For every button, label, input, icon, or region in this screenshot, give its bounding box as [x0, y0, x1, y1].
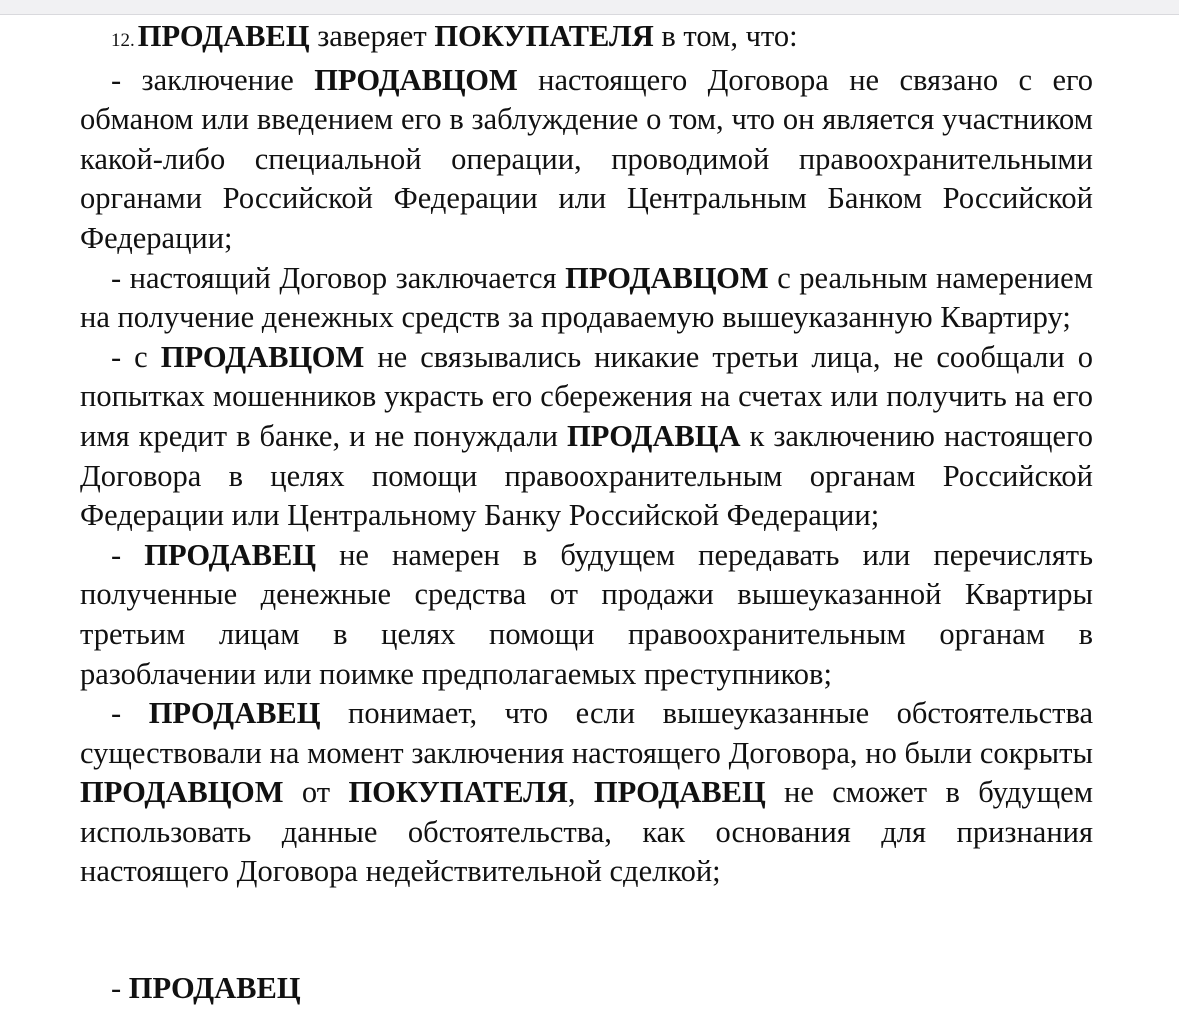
- buyer-term: ПОКУПАТЕЛЯ: [348, 775, 568, 810]
- item-text: - настоящий Договор заключается: [111, 260, 566, 295]
- document-page: [80, 17, 1093, 892]
- item-text: не сможет в будущем использовать данные обстоятельства, как основания для признания настоящего Договора недействительной сделкой;: [80, 775, 1093, 889]
- clause-item-6-partial: [111, 969, 301, 1009]
- seller-term: ПРОДАВЦОМ: [565, 260, 769, 295]
- seller-term: ПРОДАВЕЦ: [144, 537, 317, 572]
- item-text: ,: [567, 775, 594, 810]
- clause-item-5: [80, 694, 1093, 892]
- item-text: понимает, что если вышеуказанные обстоятельства существовали на момент заключения настоящего Договора, но были сокрыты: [80, 696, 1093, 770]
- item-text: -: [111, 696, 149, 731]
- item-text: к заключению настоящего Договора в целях помощи правоохранительным органам Российской Федерации или Центральному Банку Российской Федерации;: [80, 418, 1093, 533]
- item-text: -: [111, 971, 129, 1005]
- clause-number: 12.: [111, 30, 135, 51]
- buyer-term: ПОКУПАТЕЛЯ: [434, 19, 654, 53]
- seller-term: ПРОДАВЦОМ: [80, 775, 284, 810]
- item-text: от: [283, 775, 349, 810]
- item-text: с реальным намерением на получение денежных средств за продаваемую вышеуказанную Квартиру;: [80, 260, 1093, 335]
- item-text: - заключение: [111, 62, 315, 97]
- intro-text: заверяет: [309, 19, 435, 53]
- item-text: не намерен в будущем передавать или перечислять полученные денежные средства от продажи вышеуказанной Квартиры третьим лицам в целях помощи правоохранительным органам в разоблачении или поимке предполагаемых преступников;: [80, 537, 1093, 691]
- item-text: настоящего Договора не связано с его обманом или введением его в заблуждение о том, что он является участником какой-либо специальной операции, проводимой правоохранительными органами Российской Федерации или Центральным Банком Российской Федерации;: [80, 62, 1093, 255]
- top-scroll-edge: [0, 0, 1179, 15]
- intro-text: в том, что:: [653, 19, 798, 53]
- clause-item-1: [80, 61, 1093, 259]
- clause-item-2: [80, 259, 1093, 338]
- item-text: - с: [111, 339, 161, 374]
- seller-term: ПРОДАВЕЦ: [137, 19, 310, 53]
- seller-term: ПРОДАВЦА: [567, 418, 741, 453]
- seller-term: ПРОДАВЕЦ: [128, 971, 301, 1005]
- seller-term: ПРОДАВЦОМ: [160, 339, 365, 374]
- seller-term: ПРОДАВЕЦ: [593, 775, 766, 810]
- item-text: -: [111, 537, 145, 572]
- clause-item-4: [80, 536, 1093, 694]
- seller-term: ПРОДАВЦОМ: [314, 62, 518, 97]
- item-text: не связывались никакие третьи лица, не сообщали о попытках мошенников украсть его сбережения на счетах или получить на его имя кредит в банке, и не понуждали: [80, 339, 1093, 453]
- seller-term: ПРОДАВЕЦ: [148, 696, 321, 731]
- clause-intro: [80, 17, 1093, 61]
- clause-item-3: [80, 338, 1093, 536]
